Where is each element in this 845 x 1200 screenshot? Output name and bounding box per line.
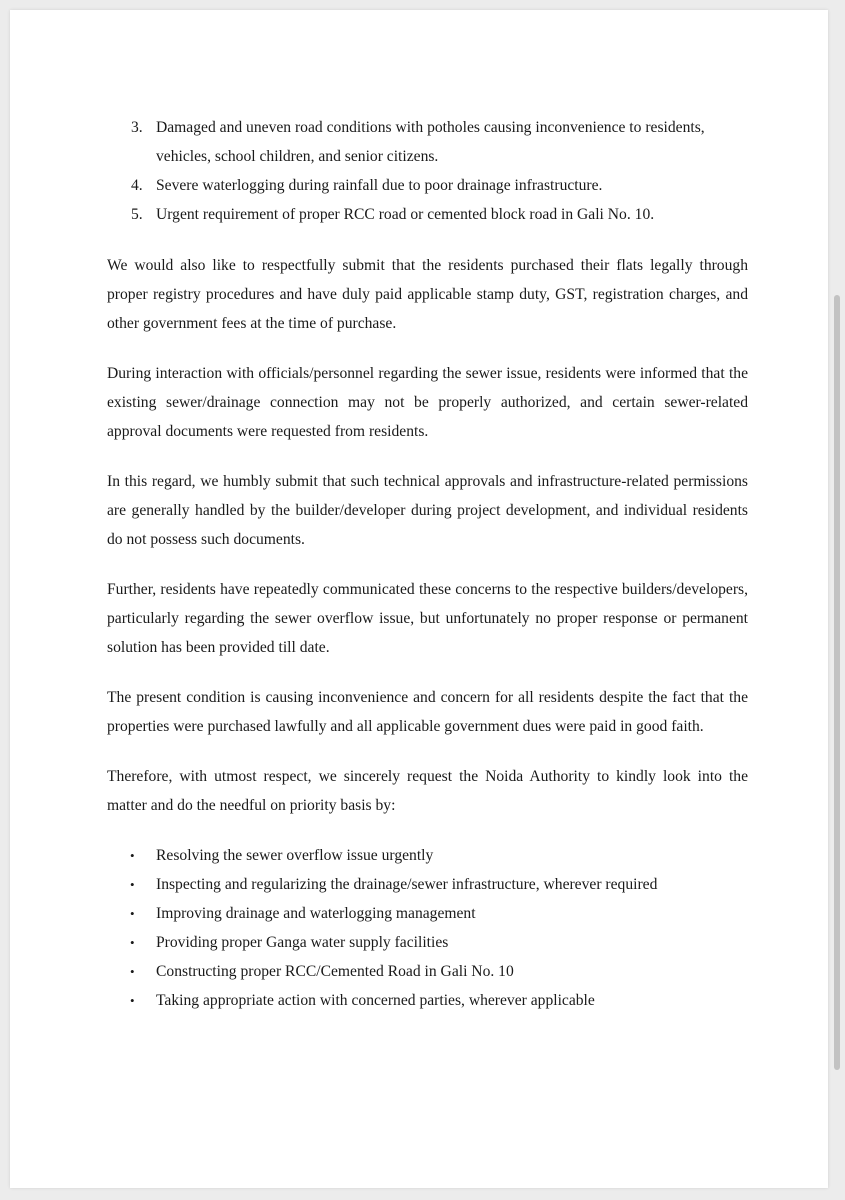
bullet-item <box>107 986 748 1015</box>
paragraph-present-condition: The present condition is causing inconvenience and concern for all residents despite the fact that the properties were purchased lawfully and all applicable government dues were paid in good faith. <box>107 689 748 735</box>
document-page <box>10 10 828 1188</box>
bullet-icon: • <box>130 848 135 863</box>
numbered-item <box>107 113 748 171</box>
scrollbar-thumb[interactable] <box>834 295 840 1070</box>
bullet-icon: • <box>130 906 135 921</box>
item-text: Urgent requirement of proper RCC road or cemented block road in Gali No. 10. <box>156 206 655 223</box>
bullet-text: Constructing proper RCC/Cemented Road in Gali No. 10 <box>156 963 514 980</box>
item-number: 5. <box>131 206 143 223</box>
paragraph-registry: We would also like to respectfully submit that the residents purchased their flats legally through proper registry procedures and have duly paid applicable stamp duty, GST, registration charges, and other government fees at the time of purchase. <box>107 257 748 332</box>
paragraph-sewer-interaction: During interaction with officials/personnel regarding the sewer issue, residents were informed that the existing sewer/drainage connection may not be properly authorized, and certain sewer-related approval documents were requested from residents. <box>107 365 748 440</box>
paragraph-builder-communication: Further, residents have repeatedly communicated these concerns to the respective builders/developers, particularly regarding the sewer overflow issue, but unfortunately no proper response or permanent solution has been provided till date. <box>107 581 748 656</box>
bullet-text: Inspecting and regularizing the drainage/sewer infrastructure, wherever required <box>156 876 658 893</box>
paragraph-technical-approvals: In this regard, we humbly submit that such technical approvals and infrastructure-related permissions are generally handled by the builder/developer during project development, and individual residents do not possess such documents. <box>107 473 748 548</box>
bullet-item <box>107 928 748 957</box>
item-number: 4. <box>131 177 143 194</box>
item-text: Damaged and uneven road conditions with potholes causing inconvenience to residents, vehicles, school children, and senior citizens. <box>156 119 705 165</box>
paragraph-request: Therefore, with utmost respect, we sincerely request the Noida Authority to kindly look into the matter and do the needful on priority basis by: <box>107 768 748 814</box>
bullet-item <box>107 841 748 870</box>
item-number: 3. <box>131 119 143 136</box>
bullet-item <box>107 899 748 928</box>
bullet-icon: • <box>130 877 135 892</box>
bullet-text: Resolving the sewer overflow issue urgently <box>156 847 434 864</box>
bullet-text: Providing proper Ganga water supply facilities <box>156 934 449 951</box>
request-bullet-list <box>107 841 748 1015</box>
numbered-item <box>107 200 748 229</box>
bullet-icon: • <box>130 935 135 950</box>
bullet-icon: • <box>130 993 135 1008</box>
bullet-text: Improving drainage and waterlogging management <box>156 905 476 922</box>
numbered-item <box>107 171 748 200</box>
bullet-icon: • <box>130 964 135 979</box>
item-text: Severe waterlogging during rainfall due to poor drainage infrastructure. <box>156 177 603 194</box>
bullet-item <box>107 870 748 899</box>
numbered-list <box>107 113 748 229</box>
bullet-item <box>107 957 748 986</box>
bullet-text: Taking appropriate action with concerned parties, wherever applicable <box>156 992 595 1009</box>
page-content <box>107 113 748 1015</box>
